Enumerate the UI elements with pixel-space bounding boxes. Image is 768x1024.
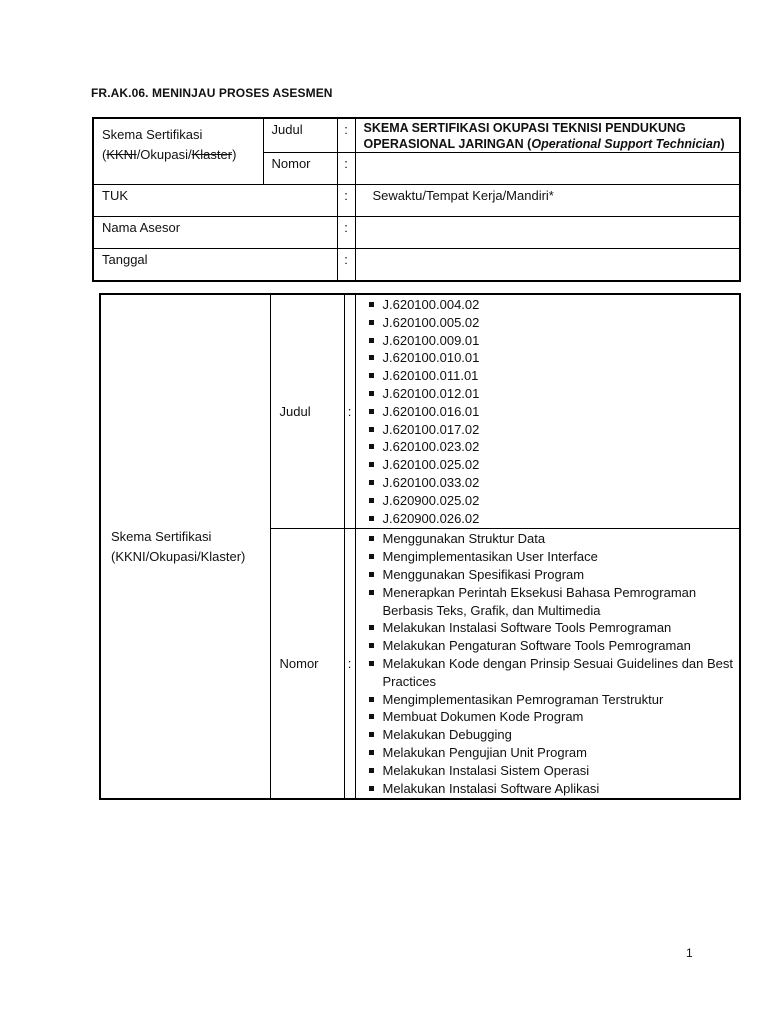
list-item: Melakukan Instalasi Software Aplikasi [369,780,736,798]
nomor-label: Nomor [263,153,337,185]
list-item: Mengimplementasikan User Interface [369,548,736,566]
skema-label-cell [93,118,263,185]
list-item: J.620900.026.02 [369,510,736,528]
judul-list-cell [355,294,740,529]
nomor-list-cell [355,529,740,799]
judul-value-main: SKEMA SERTIFIKASI OKUPASI TEKNISI PENDUKUNG OPERASIONAL JARINGAN ( [363,121,686,151]
tanggal-value[interactable] [355,249,740,282]
list-item: Menggunakan Spesifikasi Program [369,566,736,584]
list-item: Melakukan Debugging [369,726,736,744]
nomor-label: Nomor [270,529,344,799]
list-item: J.620100.009.01 [369,332,736,350]
list-item: Menerapkan Perintah Eksekusi Bahasa Pemrograman Berbasis Teks, Grafik, dan Multimedia [369,584,736,620]
colon: : [337,153,355,185]
list-item: J.620100.033.02 [369,474,736,492]
list-item: J.620900.025.02 [369,492,736,510]
header-info-table [92,117,741,282]
list-item: Melakukan Instalasi Software Tools Pemrograman [369,619,736,637]
list-item: J.620100.004.02 [369,296,736,314]
skema-label-cell [100,294,270,799]
colon: : [344,294,355,529]
judul-label: Judul [263,118,337,153]
tuk-value[interactable]: Sewaktu/Tempat Kerja/Mandiri* [355,185,740,217]
colon: : [344,529,355,799]
judul-value [355,118,740,153]
list-item: J.620100.017.02 [369,421,736,439]
okupasi-text: /Okupasi/ [136,147,192,162]
list-item: J.620100.011.01 [369,367,736,385]
klaster-strikethrough: Klaster [191,147,233,162]
tanggal-label: Tanggal [93,249,337,282]
skema-label-line2: (KKNI/Okupasi/Klaster) [111,548,246,564]
judul-value-end: ) [720,137,725,151]
list-item: Mengimplementasikan Pemrograman Terstruktur [369,691,736,709]
list-item: J.620100.023.02 [369,438,736,456]
asesor-label: Nama Asesor [93,217,337,249]
judul-label: Judul [270,294,344,529]
list-item: J.620100.010.01 [369,349,736,367]
list-item: Melakukan Pengaturan Software Tools Pemrograman [369,637,736,655]
document-title: FR.AK.06. MENINJAU PROSES ASESMEN [91,86,333,100]
tuk-label: TUK [93,185,337,217]
skema-label-line1: Skema Sertifikasi [111,528,212,544]
asesor-value[interactable] [355,217,740,249]
list-item: Melakukan Kode dengan Prinsip Sesuai Guidelines dan Best Practices [369,655,736,691]
list-item: J.620100.005.02 [369,314,736,332]
list-item: Menggunakan Struktur Data [369,530,736,548]
colon: : [337,118,355,153]
colon: : [337,185,355,217]
paren-close: ) [232,147,237,162]
page-number: 1 [686,946,693,960]
colon: : [337,249,355,282]
nomor-list [356,529,740,798]
list-item: J.620100.012.01 [369,385,736,403]
nomor-value[interactable] [355,153,740,185]
kkni-strikethrough: KKNI [106,147,137,162]
list-item: Melakukan Pengujian Unit Program [369,744,736,762]
judul-value-italic: Operational Support Technician [531,137,721,151]
list-item: J.620100.025.02 [369,456,736,474]
skema-label-line1: Skema Sertifikasi [102,127,203,142]
list-item: J.620100.016.01 [369,403,736,421]
colon: : [337,217,355,249]
unit-competency-table [99,293,741,800]
list-item: Membuat Dokumen Kode Program [369,708,736,726]
paren-open: ( [102,147,107,162]
list-item: Melakukan Instalasi Sistem Operasi [369,762,736,780]
judul-list [356,295,740,528]
